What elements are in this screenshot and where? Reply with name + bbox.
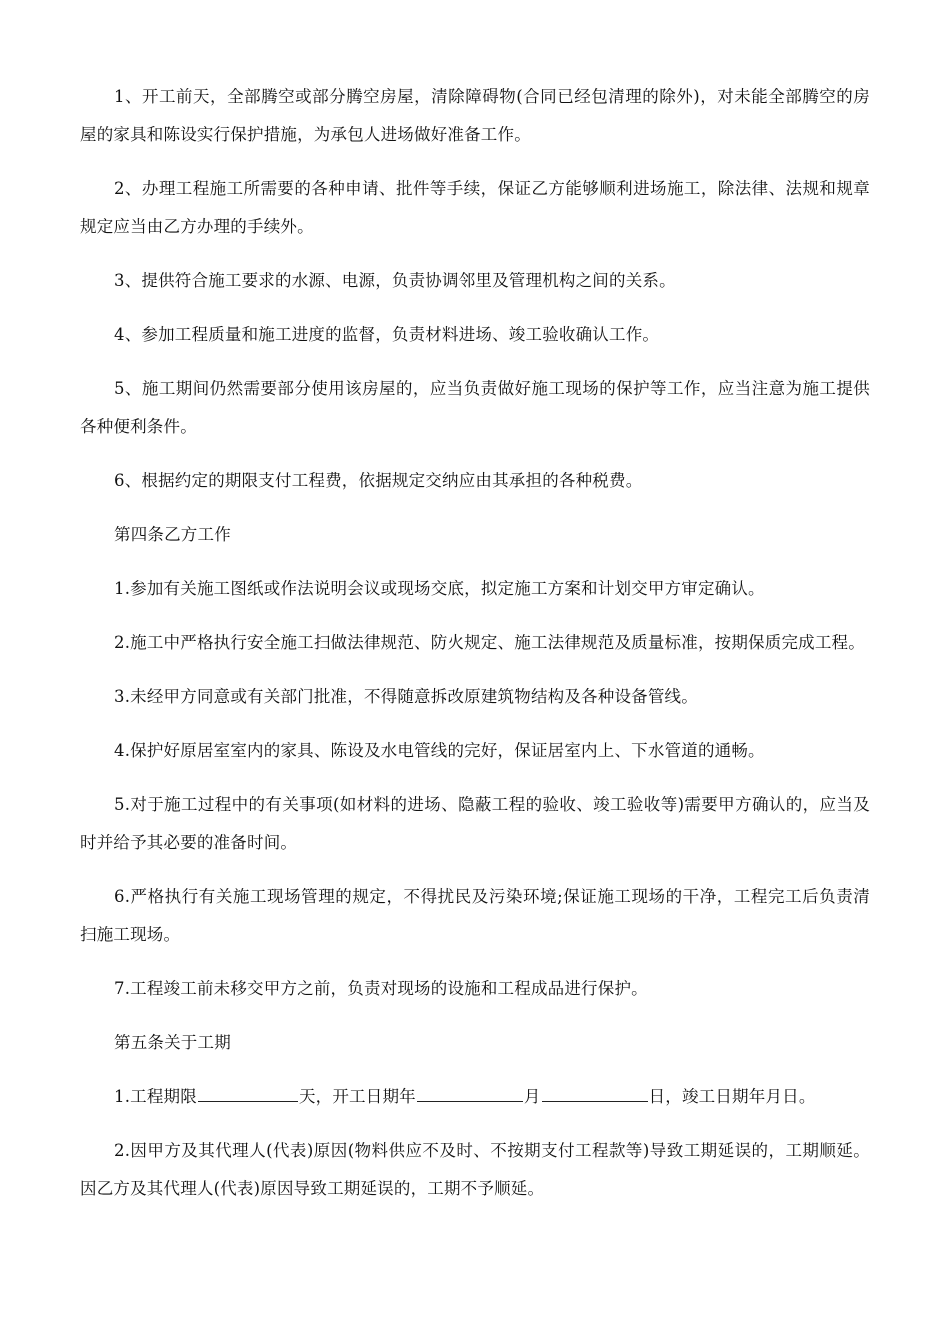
party-b-duty-3: 3.未经甲方同意或有关部门批准，不得随意拆改原建筑物结构及各种设备管线。 [114,687,698,706]
party-a-duty-2: 2、办理工程施工所需要的各种申请、批件等手续，保证乙方能够顺利进场施工，除法律、法规和规章规定应当由乙方办理的手续外。 [80,179,870,236]
schedule-clause-2: 2.因甲方及其代理人(代表)原因(物料供应不及时、不按期支付工程款等)导致工期延误的，工期顺延。因乙方及其代理人(代表)原因导致工期延误的，工期不予顺延。 [80,1141,870,1198]
section-heading-article-4: 第四条乙方工作 [114,525,231,544]
party-b-duty-5: 5.对于施工过程中的有关事项(如材料的进场、隐蔽工程的验收、竣工验收等)需要甲方确认的，应当及时并给予其必要的准备时间。 [80,795,870,852]
party-a-duty-4: 4、参加工程质量和施工进度的监督，负责材料进场、竣工验收确认工作。 [114,325,660,344]
document-page [80,78,870,1208]
party-b-duty-2: 2.施工中严格执行安全施工扫做法律规范、防火规定、施工法律规范及质量标准，按期保质完成工程。 [114,633,865,652]
party-b-duty-6: 6.严格执行有关施工现场管理的规定，不得扰民及污染环境;保证施工现场的干净，工程完工后负责清扫施工现场。 [80,887,870,944]
party-a-duty-1: 1、开工前天，全部腾空或部分腾空房屋，清除障碍物(合同已经包清理的除外)，对未能全部腾空的房屋的家具和陈设实行保护措施，为承包人进场做好准备工作。 [80,87,870,144]
party-b-duty-4: 4.保护好原居室室内的家具、陈设及水电管线的完好，保证居室内上、下水管道的通畅。 [114,741,765,760]
month-label: 月 [523,1087,541,1106]
party-a-duty-6: 6、根据约定的期限支付工程费，依据规定交纳应由其承担的各种税费。 [114,471,643,490]
schedule-term-label: 1.工程期限 [114,1087,197,1106]
completion-date-label: 日，竣工日期年月日。 [648,1087,816,1106]
party-b-duty-1: 1.参加有关施工图纸或作法说明会议或现场交底，拟定施工方案和计划交甲方审定确认。 [114,579,765,598]
start-month-blank[interactable] [417,1083,523,1102]
party-a-duty-3: 3、提供符合施工要求的水源、电源，负责协调邻里及管理机构之间的关系。 [114,271,676,290]
party-b-duty-7: 7.工程竣工前未移交甲方之前，负责对现场的设施和工程成品进行保护。 [114,979,648,998]
start-day-blank[interactable] [542,1083,648,1102]
duration-days-blank[interactable] [198,1083,298,1102]
party-a-duty-5: 5、施工期间仍然需要部分使用该房屋的，应当负责做好施工现场的保护等工作，应当注意为施工提供各种便利条件。 [80,379,870,436]
start-date-label: 天，开工日期年 [298,1087,416,1106]
schedule-clause-1 [80,1078,870,1116]
section-heading-article-5: 第五条关于工期 [114,1033,231,1052]
